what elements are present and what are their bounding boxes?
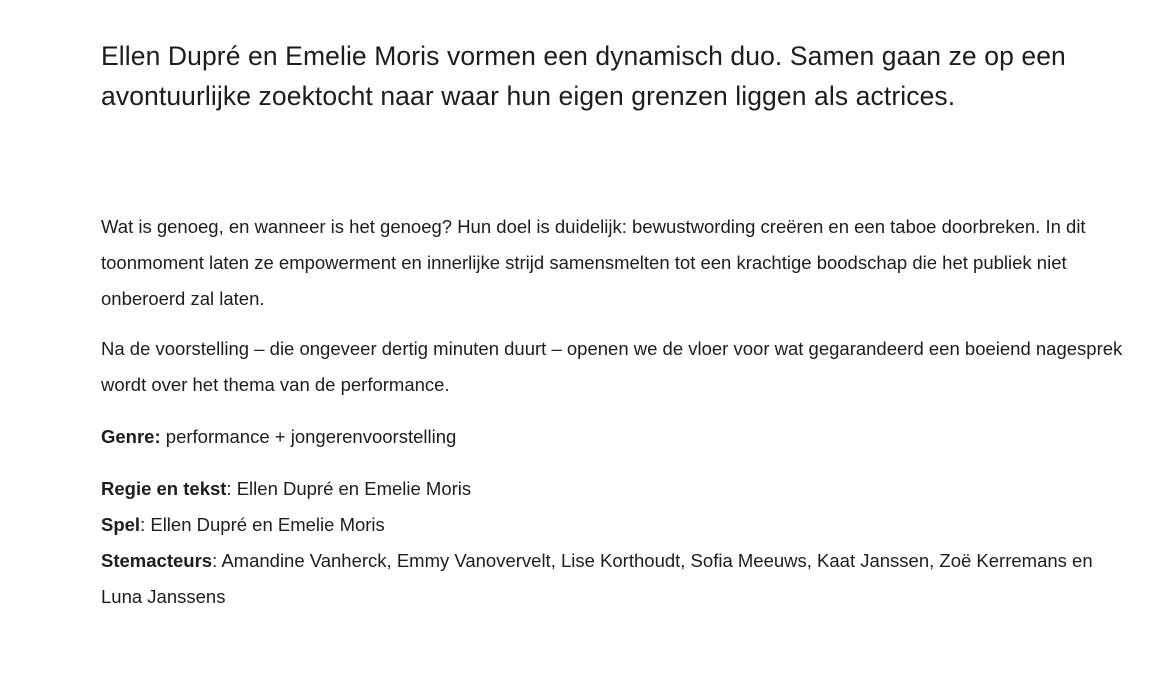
article-lead-paragraph: Ellen Dupré en Emelie Moris vormen een dynamisch duo. Samen gaan ze op een avontuurlijke zoektocht naar waar hun eigen grenzen liggen als actrices.: [101, 41, 1066, 112]
genre-label: Genre:: [101, 425, 161, 447]
credit-line-cast: [101, 507, 1128, 543]
credit-line-direction: [101, 471, 1128, 507]
article-paragraph-1: Wat is genoeg, en wanneer is het genoeg? Hun doel is duidelijk: bewustwording creëren en een taboe doorbreken. In dit toonmoment laten ze empowerment en innerlijke strijd samensmelten tot een krachtige boodschap die het publiek niet onberoerd zal laten.: [101, 215, 1086, 309]
credit-label-cast: Spel: [101, 513, 141, 535]
credit-value-voice-actors: : Amandine Vanherck, Emmy Vanovervelt, Lise Korthoudt, Sofia Meeuws, Kaat Janssen, Zoë Kerremans en Luna Janssens: [101, 550, 1093, 608]
credit-label-direction: Regie en tekst: [101, 477, 227, 499]
genre-value: performance + jongerenvoorstelling: [160, 425, 457, 447]
credit-label-voice-actors: Stemacteurs: [101, 550, 213, 572]
article-paragraph-2: Na de voorstelling – die ongeveer dertig minuten duurt – openen we de vloer voor wat gegarandeerd een boeiend nagesprek wordt over het thema van de performance.: [101, 337, 1123, 395]
credit-value-cast: : Ellen Dupré en Emelie Moris: [140, 513, 385, 535]
credits-block: [101, 471, 1128, 615]
genre-line: [101, 419, 1128, 455]
credit-line-voice-actors: [101, 543, 1128, 615]
credit-value-direction: : Ellen Dupré en Emelie Moris: [226, 477, 472, 499]
lead-body-spacer: [101, 117, 1128, 209]
